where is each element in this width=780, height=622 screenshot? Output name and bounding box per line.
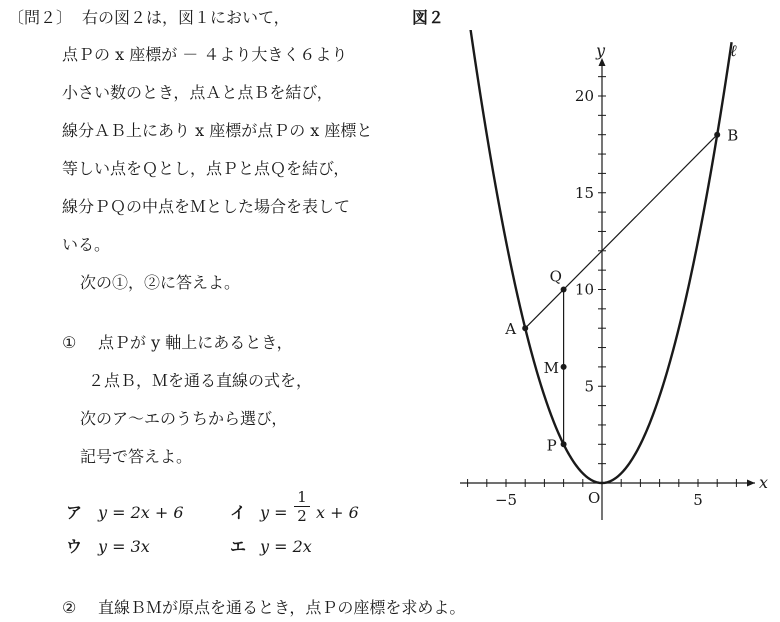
x-axis-label: x <box>759 473 769 492</box>
choice-i-expr-post: x + 6 <box>316 503 359 522</box>
problem-line-6: いる。 <box>62 235 111 254</box>
problem-line-2: 小さい数のとき，点Ａと点Ｂを結び， <box>62 83 333 102</box>
q2-marker: ② <box>62 598 77 617</box>
segment-ab <box>525 135 717 329</box>
y-tick-label-5: 5 <box>584 377 594 396</box>
choice-i-denominator: 2 <box>297 507 307 525</box>
point-q-label: Q <box>549 267 562 286</box>
x-axis-arrow <box>747 480 755 487</box>
point-q-dot <box>561 287 567 293</box>
point-b-dot <box>714 132 720 138</box>
q1-marker: ① <box>62 333 77 352</box>
x-tick-label-neg5: −5 <box>494 491 518 509</box>
x-tick-label-5: 5 <box>693 491 703 509</box>
q2-text: 直線ＢＭが原点を通るとき，点Ｐの座標を求めよ。 <box>98 598 466 617</box>
choice-i-expr-pre: y = <box>260 503 288 522</box>
problem-line-5: 線分ＰＱの中点をＭとした場合を表して <box>62 197 351 216</box>
choice-a-key: ア <box>66 503 83 522</box>
figure-2-graph <box>440 30 770 520</box>
y-axis-label: y <box>596 41 606 60</box>
problem-line-1: 点Ｐの x 座標が － ４より大きく６より <box>62 45 348 64</box>
curve-label: ℓ <box>730 41 737 60</box>
figure-label: 図２ <box>412 8 445 27</box>
y-tick-label-15: 15 <box>574 183 594 202</box>
point-a-dot <box>522 325 528 331</box>
problem-intro: 右の図２は，図１において， <box>82 8 290 27</box>
point-p-label: P <box>546 436 557 455</box>
choice-e-key: エ <box>230 537 247 556</box>
choice-a-expr: y = 2x + 6 <box>98 503 184 522</box>
q1-line-3: 次のア～エのうちから選び， <box>80 409 288 428</box>
problem-line-4: 等しい点をＱとし，点Ｐと点Ｑを結び， <box>62 159 350 178</box>
choice-e-expr: y = 2x <box>260 537 312 556</box>
instruction: 次の①，②に答えよ。 <box>80 273 241 292</box>
point-m-dot <box>561 364 567 370</box>
q1-line-4: 記号で答えよ。 <box>80 447 193 466</box>
q1-line-2: ２点Ｂ，Ｍを通る直線の式を， <box>88 371 313 390</box>
y-tick-label-20: 20 <box>574 87 594 105</box>
point-a-label: A <box>505 320 517 339</box>
q1-line-1: 点Ｐが y 軸上にあるとき， <box>98 333 293 352</box>
origin-label: O <box>588 489 601 507</box>
choice-i-key: イ <box>230 503 247 522</box>
y-tick-label-10: 10 <box>574 280 594 299</box>
point-p-dot <box>561 441 567 447</box>
point-b-label: B <box>727 126 739 145</box>
choice-u-expr: y = 3x <box>98 537 150 556</box>
problem-number: 〔問２〕 <box>8 8 73 27</box>
choice-i-numerator: 1 <box>297 488 307 506</box>
choice-u-key: ウ <box>66 537 83 556</box>
problem-line-3: 線分ＡＢ上にあり x 座標が点Ｐの x 座標と <box>62 121 373 140</box>
point-m-label: M <box>543 358 559 377</box>
